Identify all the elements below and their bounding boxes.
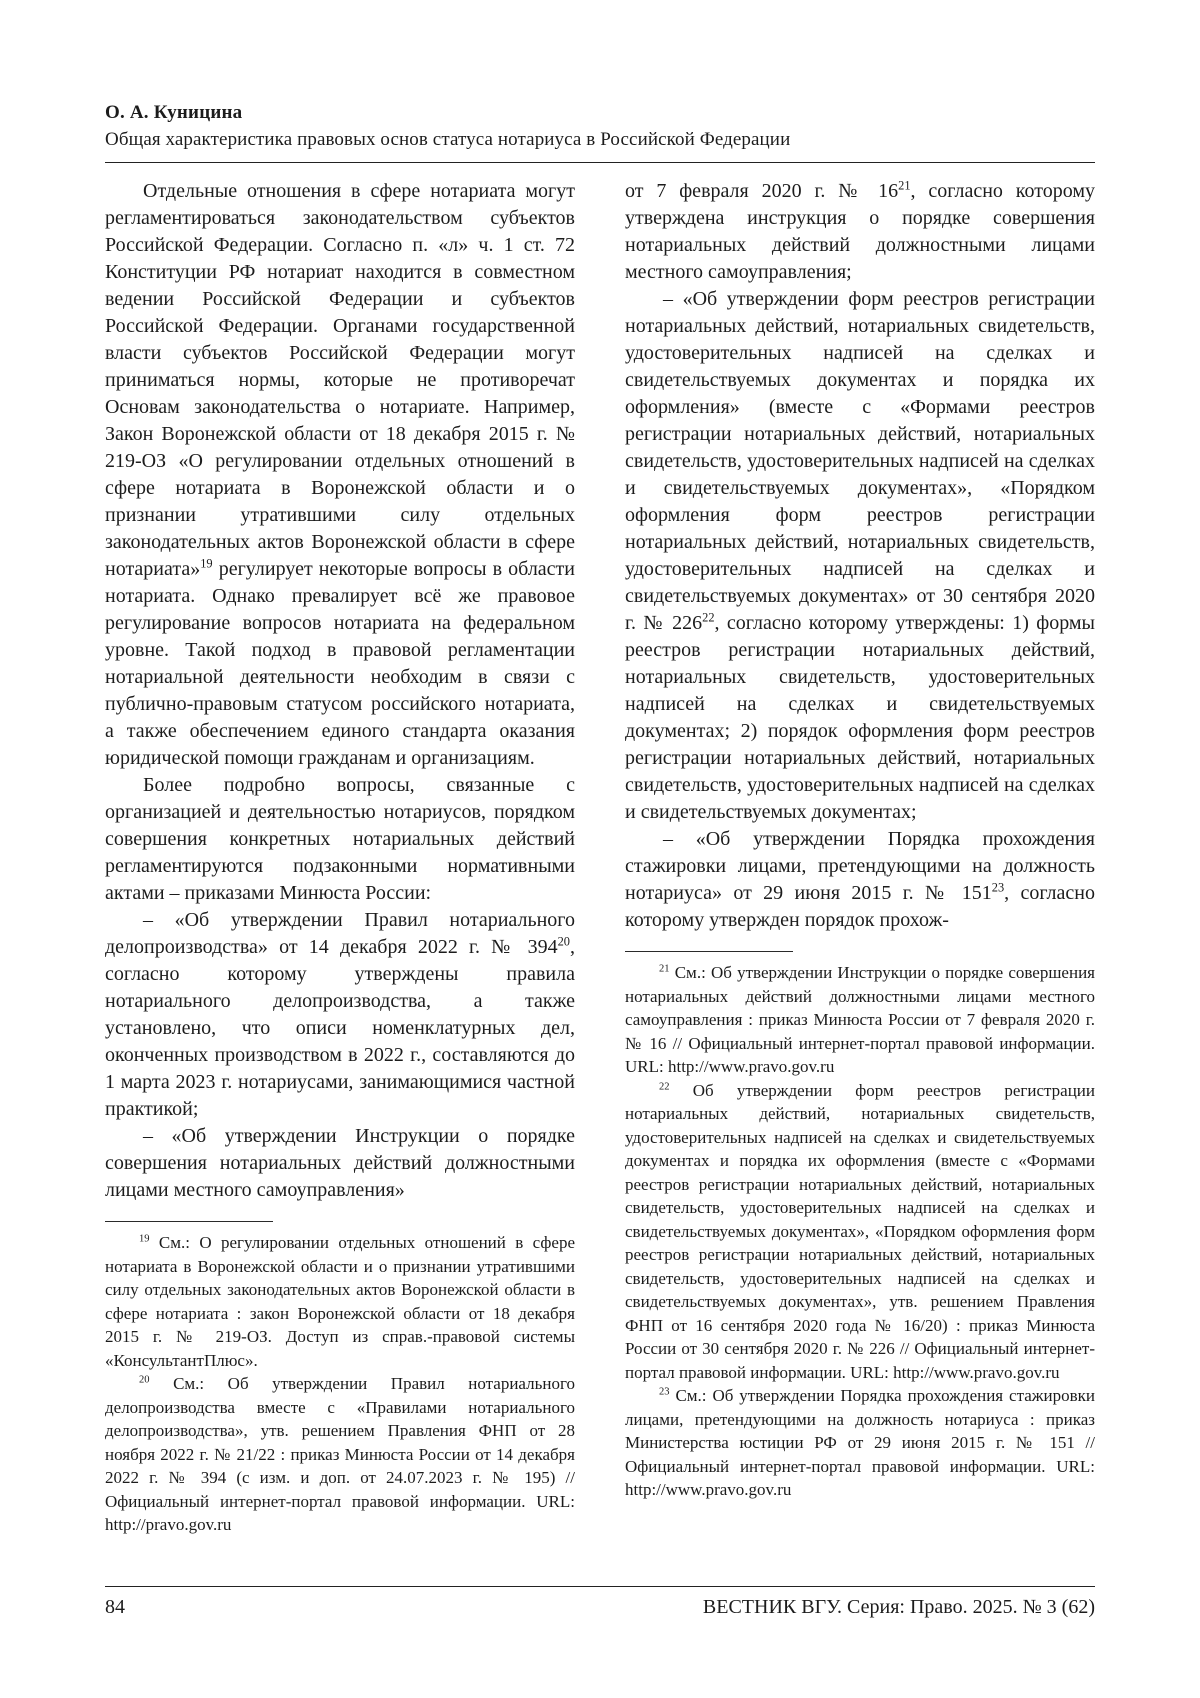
footnote-marker: 22 xyxy=(702,610,715,625)
paragraph: – «Об утверждении Порядка прохождения стажировки лицами, претендующими на должность нотариуса» от 29 июня 2015 г. № $151^{23}$, согласно которому утвержден порядок прохож- xyxy=(625,828,1095,931)
journal-reference: ВЕСТНИК ВГУ. Серия: Право. 2025. № 3 (62) xyxy=(702,1596,1095,1618)
right-column-text xyxy=(625,178,1095,934)
running-title: Общая характеристика правовых основ статуса нотариуса в Российской Федерации xyxy=(105,129,791,150)
footnote: $^{23}$ См.: Об утверждении Порядка прохождения стажировки лицами, претендующими на должность нотариуса : приказ Министерства юстиции РФ от 29 июня 2015 г. № 151 // Официальный интернет-портал правовой информации. URL: http://www.pravo.gov.ru xyxy=(625,1386,1095,1499)
footnote: $^{19}$ См.: О регулировании отдельных отношений в сфере нотариата в Воронежской области и о признании утратившими силу отдельных законодательных актов Воронежской области в сфере нотариата : закон Воронежской области от 18 декабря 2015 г. № 219-ОЗ. Доступ из справ.-правовой системы «КонсультантПлюс». xyxy=(105,1233,575,1370)
paragraph: – «Об утверждении Инструкции о порядке совершения нотариальных действий должностными лицами местного самоуправления» xyxy=(105,1125,575,1201)
footnote-marker: 21 xyxy=(659,963,670,975)
footnote: $^{22}$ Об утверждении форм реестров регистрации нотариальных действий, нотариальных свидетельств, удостоверительных надписей на сделках и свидетельствуемых документах и порядка их оформления (вместе с «Формами реестров регистрации нотариальных действий, нотариальных свидетельств, удостоверительных надписей на сделках и свидетельствуемых документах», «Порядком оформления форм реестров регистрации нотариальных действий, нотариальных свидетельств, удостоверительных надписей на сделках и свидетельствуемых документах», утв. решением Правления ФНП от 16 сентября 2020 года № 16/20) : приказ Минюста России от 30 сентября 2020 г. № 226 // Официальный интернет-портал правовой информации. URL: http://www.pravo.gov.ru xyxy=(625,1080,1095,1382)
left-column-footnotes xyxy=(105,1231,575,1537)
left-footnote-divider xyxy=(105,1221,273,1222)
paragraph: Более подробно вопросы, связанные с организацией и деятельностью нотариусов, порядком совершения конкретных нотариальных действий регламентируются подзаконными нормативными актами – приказами Минюста России: xyxy=(105,774,575,904)
page-header xyxy=(105,102,1095,163)
header-divider xyxy=(105,162,1095,163)
footnote: $^{20}$ См.: Об утверждении Правил нотариального делопроизводства вместе с «Правилами нотариального делопроизводства», утв. решением Правления ФНП от 28 ноября 2022 г. № 21/22 : приказ Минюста России от 14 декабря 2022 г. № 394 (с изм. и доп. от 24.07.2023 г. № 195) // Официальный интернет-портал правовой информации. URL: http://pravo.gov.ru xyxy=(105,1374,575,1534)
right-footnote-divider xyxy=(625,951,793,952)
footer-divider xyxy=(105,1586,1095,1587)
left-column xyxy=(105,178,575,1537)
paragraph: от 7 февраля 2020 г. № $16^{21}$, согласно которому утверждена инструкция о порядке совершения нотариальных действий должностными лицами местного самоуправления; xyxy=(625,178,1095,283)
footnote-marker: 21 xyxy=(898,178,911,193)
footnote: $^{21}$ См.: Об утверждении Инструкции о порядке совершения нотариальных действий должностными лицами местного самоуправления : приказ Минюста России от 7 февраля 2020 г. № 16 // Официальный интернет-портал правовой информации. URL: http://www.pravo.gov.ru xyxy=(625,963,1095,1076)
paragraph: Отдельные отношения в сфере нотариата могут регламентироваться законодательством субъектов Российской Федерации. Согласно п. «л» ч. 1 ст. 72 Конституции РФ нотариат находится в совместном ведении Российской Федерации и субъектов Российской Федерации. Органами государственной власти субъектов Российской Федерации могут приниматься нормы, которые не противоречат Основам законодательства о нотариате. Например, Закон Воронежской области от 18 декабря 2015 г. № 219-ОЗ «О регулировании отдельных отношений в сфере нотариата в Воронежской области и о признании утратившими силу отдельных законодательных актов Воронежской области в сфере нотариата»$^{19}$ регулирует некоторые вопросы в области нотариата. Однако превалирует всё же правовое регулирование вопросов нотариата на федеральном уровне. Такой подход в правовой регламентации нотариальной деятельности необходим в связи с публично-правовым статусом российского нотариата, а также обеспечением единого стандарта оказания юридической помощи гражданам и организациям. xyxy=(105,180,575,769)
left-column-text xyxy=(105,178,575,1204)
footnote-marker: 20 xyxy=(557,934,570,949)
footnote-marker: 22 xyxy=(659,1080,670,1092)
two-column-layout xyxy=(105,178,1095,1537)
footnote-marker: 19 xyxy=(200,556,213,571)
footnote-marker: 23 xyxy=(991,880,1005,895)
page-footer xyxy=(105,1586,1095,1619)
footnote-marker: 19 xyxy=(139,1233,150,1245)
author-name: О. А. Куницина xyxy=(105,102,243,123)
page-number: 84 xyxy=(105,1596,125,1618)
footnote-marker: 20 xyxy=(139,1374,150,1386)
right-column xyxy=(625,178,1095,1537)
paragraph: – «Об утверждении форм реестров регистрации нотариальных действий, нотариальных свидетельств, удостоверительных надписей на сделках и свидетельствуемых документах и порядка их оформления» (вместе с «Формами реестров регистрации нотариальных действий, нотариальных свидетельств, удостоверительных надписей на сделках и свидетельствуемых документах», «Порядком оформления форм реестров регистрации нотариальных действий, нотариальных свидетельств, удостоверительных надписей на сделках и свидетельствуемых документах» от 30 сентября 2020 г. № $226^{22}$, согласно которому утверждены: 1) формы реестров регистрации нотариальных действий, нотариальных свидетельств, удостоверительных надписей на сделках и свидетельствуемых документах; 2) порядок оформления форм реестров регистрации нотариальных действий, нотариальных свидетельств, удостоверительных надписей на сделках и свидетельствуемых документах; xyxy=(625,288,1095,823)
paragraph: – «Об утверждении Правил нотариального делопроизводства» от 14 декабря 2022 г. № $394^{20}$, согласно которому утверждены правила нотариального делопроизводства, а также установлено, что описи номенклатурных дел, оконченных производством в 2022 г., составляются до 1 марта 2023 г. нотариусами, занимающимися частной практикой; xyxy=(105,909,575,1120)
right-column-footnotes xyxy=(625,961,1095,1502)
footnote-marker: 23 xyxy=(659,1386,670,1398)
